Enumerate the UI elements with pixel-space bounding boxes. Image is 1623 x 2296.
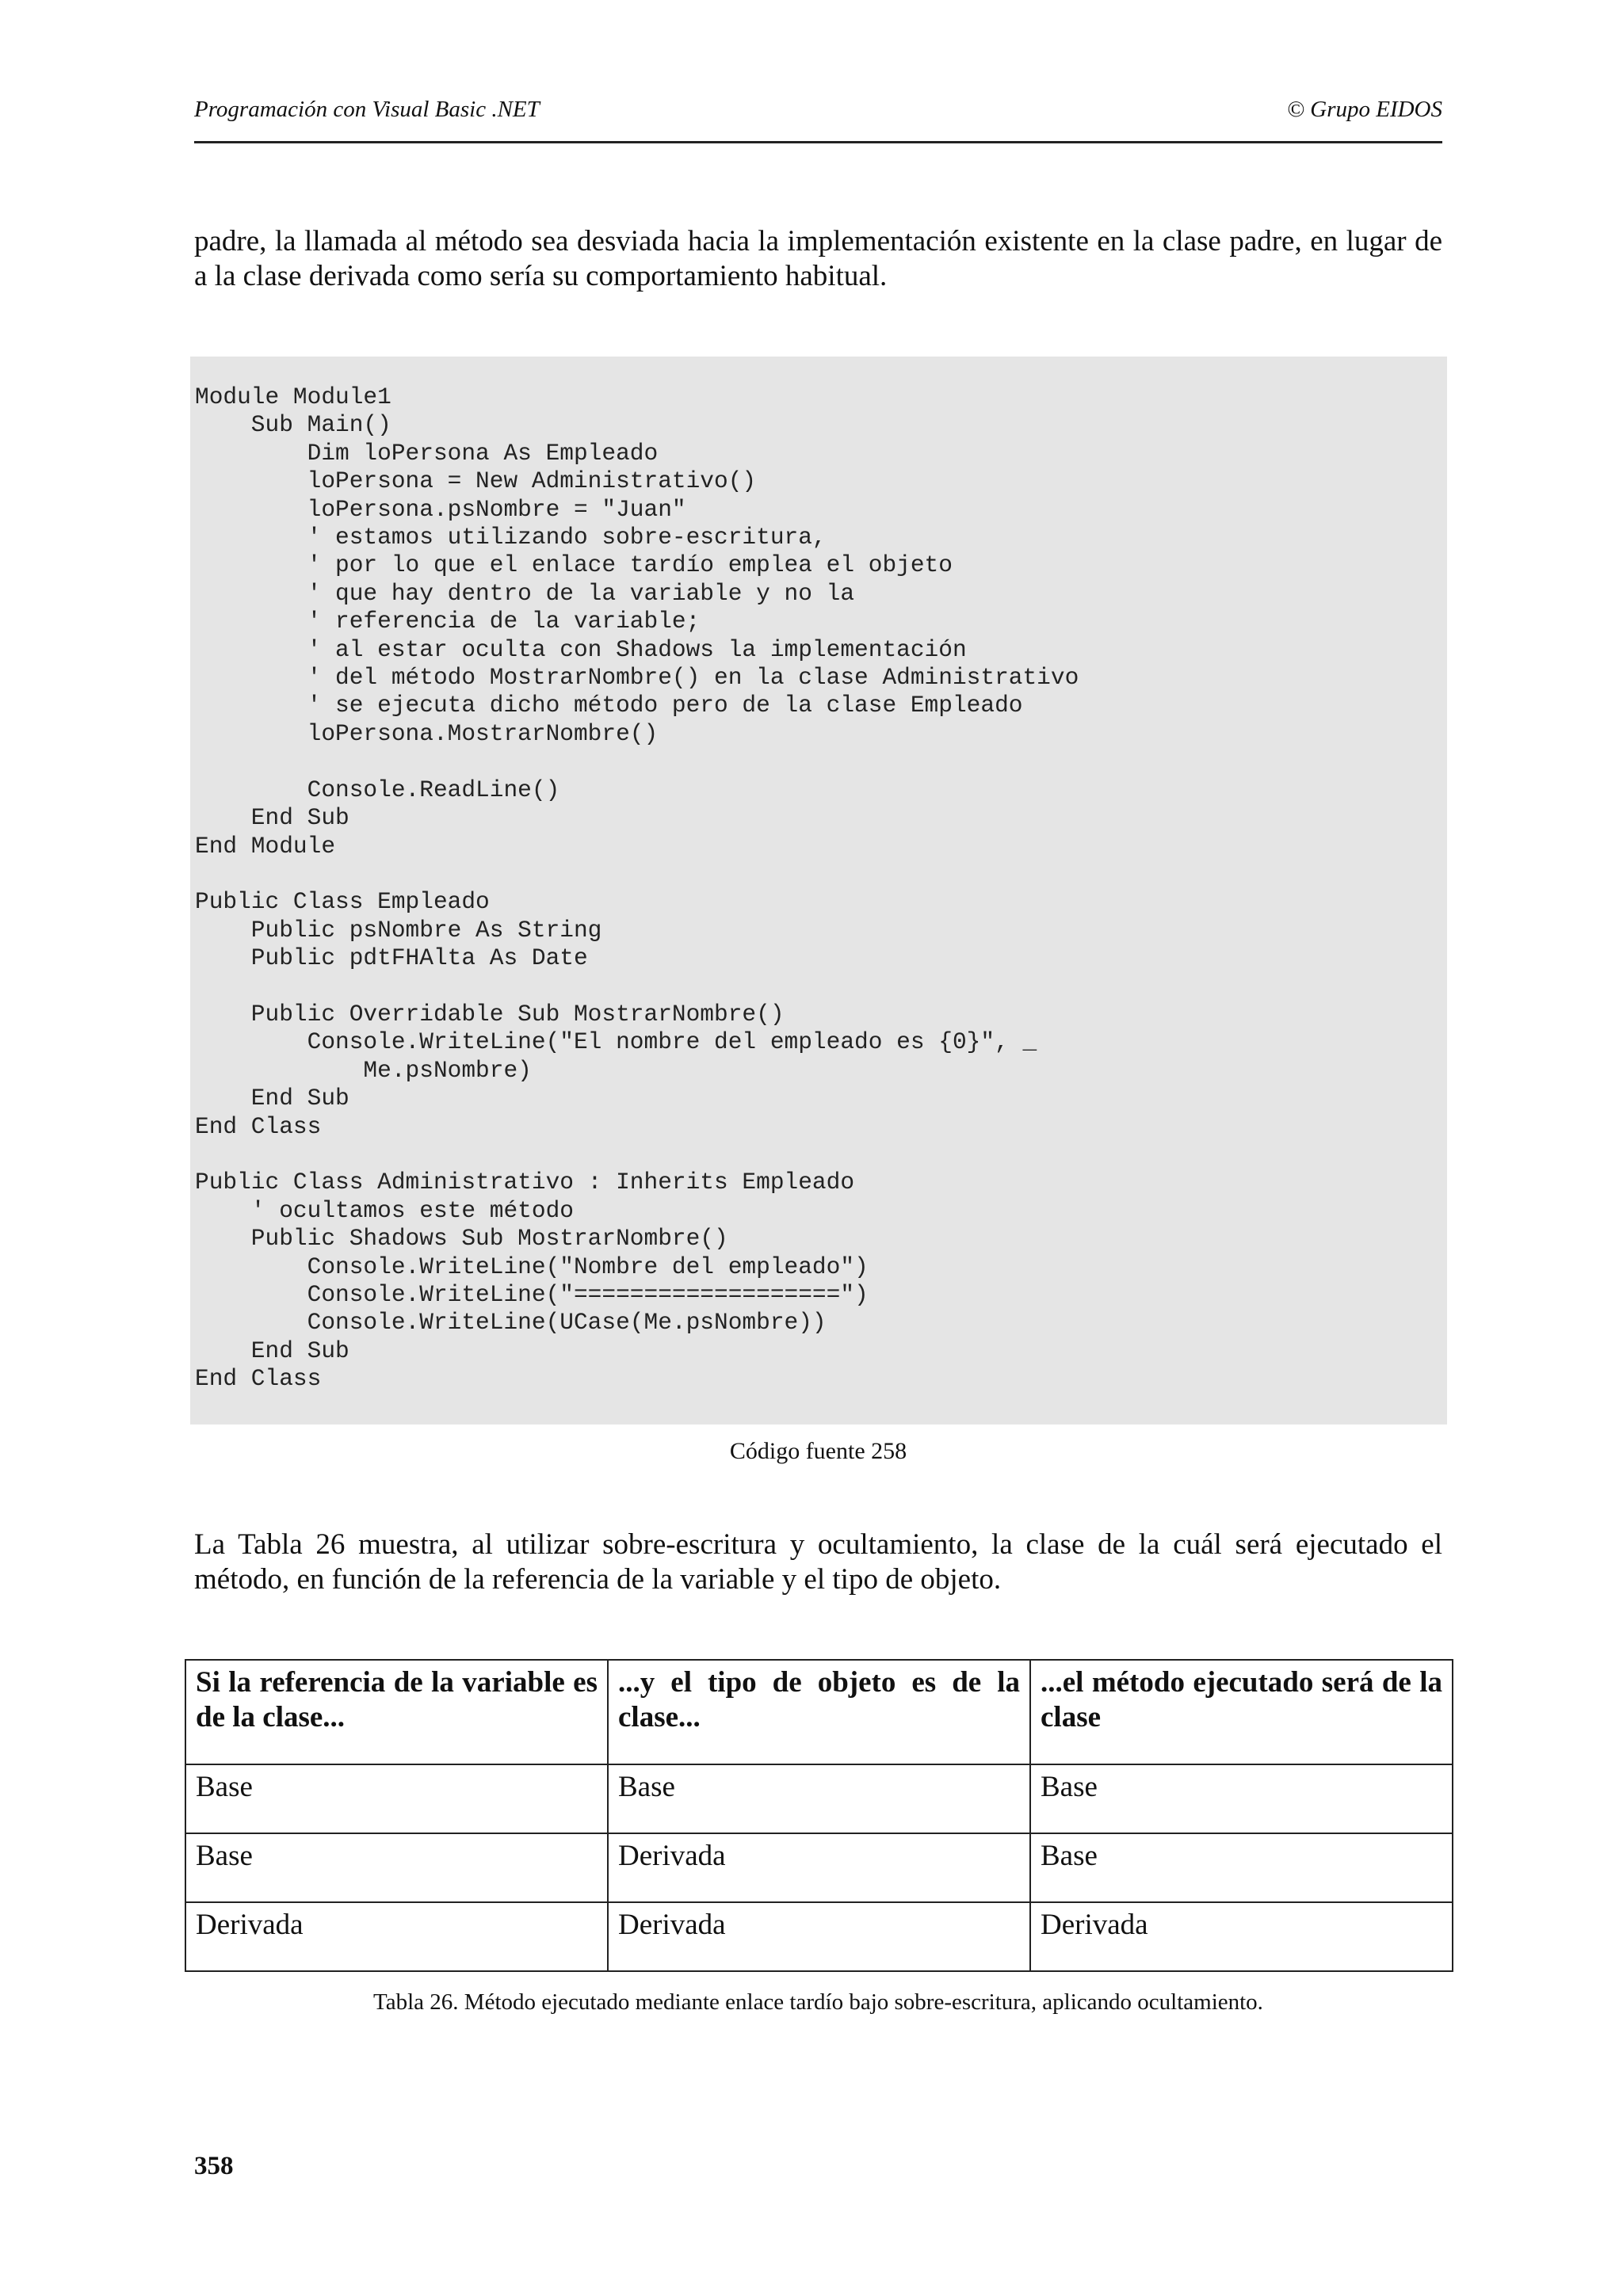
table-cell: Derivada [1030, 1902, 1453, 1971]
table-cell: Base [1030, 1833, 1453, 1902]
table-cell: Derivada [608, 1833, 1030, 1902]
table-row [185, 1764, 1453, 1833]
table-header-row [185, 1660, 1453, 1764]
book-title: Programación con Visual Basic .NET [194, 97, 540, 122]
code-listing [190, 357, 1447, 1425]
page-header [194, 93, 1442, 143]
code-text: Module Module1 Sub Main() Dim loPersona As Empleado loPersona = New Administrativo() loPersona.psNombre = "Juan" ' estamos utilizando sobre-escritura, ' por lo que el enlace tardío emplea el objeto ' que hay dentro de la variable y no la ' referencia de la variable; ' al estar oculta con Shadows la implementación ' del método MostrarNombre() en la clase Administrativo ' se ejecuta dicho método pero de la clase Empleado loPersona.MostrarNombre() Console.ReadLine() End Sub End Module Public Class Empleado Public psNombre As String Public pdtFHAlta As Date Public Overridable Sub MostrarNombre() Console.WriteLine("El nombre del empleado es {0}", _ Me.psNombre) End Sub End Class Public Class Administrativo : Inherits Empleado ' ocultamos este método Public Shadows Sub MostrarNombre() Console.WriteLine("Nombre del empleado") Console.WriteLine("===================") Console.WriteLine(UCase(Me.psNombre)) End Sub End Class [195, 383, 1079, 1393]
table-row [185, 1902, 1453, 1971]
table-cell: Base [608, 1764, 1030, 1833]
method-table [185, 1659, 1453, 1972]
code-caption: Código fuente 258 [729, 1438, 907, 1464]
header-cell-object-type: ...y el tipo de objeto es de la clase... [608, 1660, 1030, 1764]
header-cell-reference: Si la referencia de la variable es de la clase... [185, 1660, 608, 1764]
header-cell-executed-method: ...el método ejecutado será de la clase [1030, 1660, 1453, 1764]
table-cell: Base [185, 1764, 608, 1833]
table-intro-paragraph: La Tabla 26 muestra, al utilizar sobre-escritura y ocultamiento, la clase de la cuál será ejecutado el método, en función de la referencia de la variable y el tipo de objeto. [194, 1528, 1442, 1596]
table-cell: Base [1030, 1764, 1453, 1833]
intro-paragraph: padre, la llamada al método sea desviada hacia la implementación existente en la clase padre, en lugar de a la clase derivada como sería su comportamiento habitual. [194, 225, 1442, 292]
table-cell: Derivada [185, 1902, 608, 1971]
table-cell: Derivada [608, 1902, 1030, 1971]
table-cell: Base [185, 1833, 608, 1902]
table-caption: Tabla 26. Método ejecutado mediante enlace tardío bajo sobre-escritura, aplicando ocultamiento. [373, 1989, 1263, 2015]
table-row [185, 1833, 1453, 1902]
publisher-copyright: © Grupo EIDOS [1286, 97, 1442, 122]
page-number: 358 [194, 2152, 234, 2180]
